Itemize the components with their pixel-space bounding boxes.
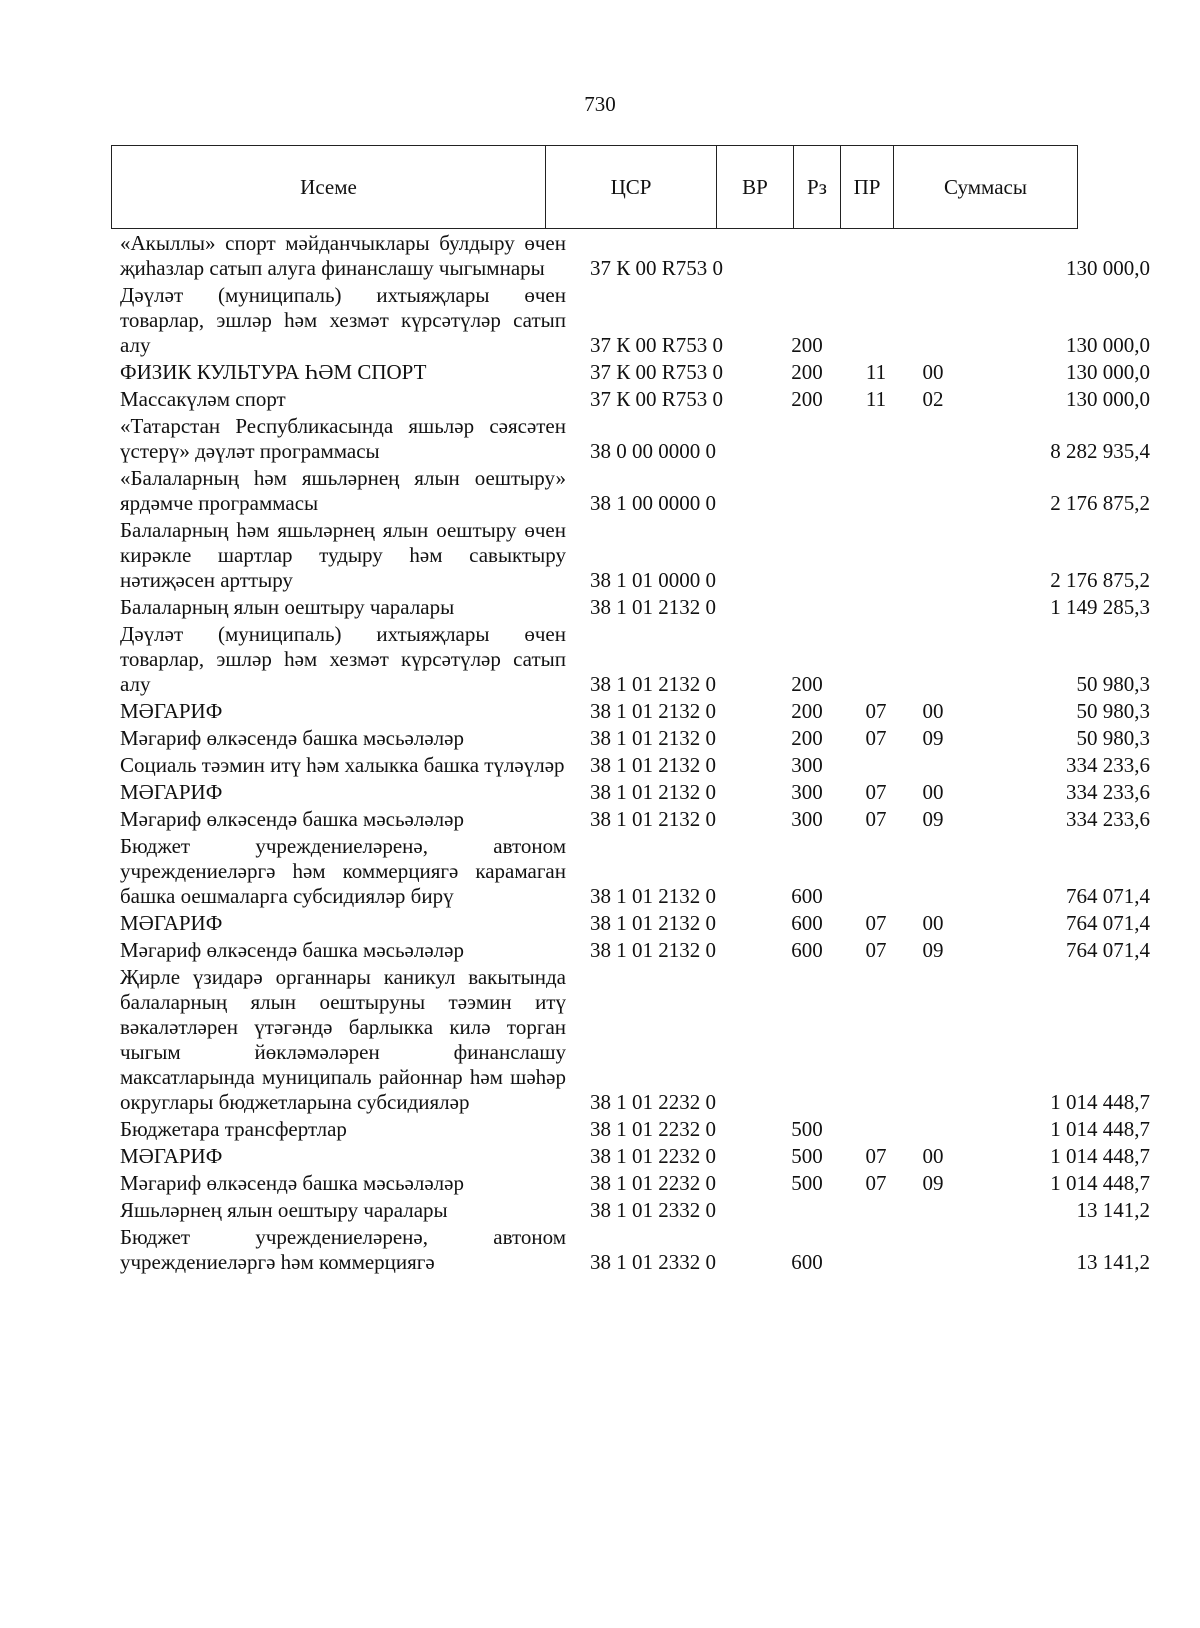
row-pr-code — [903, 517, 963, 594]
row-amount: 13 141,2 — [1076, 1198, 1150, 1222]
row-csr-code: 38 0 00 0000 0 — [590, 439, 716, 463]
row-rz-code: 07 — [865, 938, 887, 962]
row-csr-code: 38 1 01 2132 0 — [590, 911, 716, 935]
table-row — [111, 910, 1163, 937]
row-pr-code — [903, 1116, 963, 1143]
row-amount: 764 071,4 — [1066, 938, 1150, 962]
table-row — [111, 1143, 1163, 1170]
row-vr-code: 200 — [791, 726, 823, 750]
row-name: Яшьләрнең ялын оештыру чаралары — [120, 1198, 448, 1222]
row-name: МӘГАРИФ — [120, 780, 223, 804]
row-vr-code: 200 — [791, 699, 823, 723]
row-amount: 334 233,6 — [1066, 807, 1150, 831]
row-name: «Балаларның һәм яшьләрнең ялын оештыру» ярдәмче программасы — [120, 466, 566, 515]
row-name: Мәгариф өлкәсендә башка мәсьәләләр — [120, 1171, 464, 1195]
row-name: «Татарстан Республикасында яшьләр сәясәтен үстерү» дәүләт программасы — [120, 414, 566, 463]
row-csr-code: 38 1 01 2132 0 — [590, 699, 716, 723]
row-pr-code — [903, 833, 963, 910]
row-vr-code: 200 — [791, 672, 823, 696]
row-name: Балаларның һәм яшьләрнең ялын оештыру өчен кирәкле шартлар тудыру һәм савыктыру нәтиҗәсен арттыру — [120, 518, 566, 592]
row-vr-code — [765, 594, 849, 621]
row-csr-code: 38 1 01 2232 0 — [590, 1117, 716, 1141]
row-name: Җирле үзидарә органнары каникул вакытында балаларның ялын оештыруны тәэмин итү вәкаләтләрен үтәгәндә барлыкка килә торган чыгым йөкләмәләрен финанслашу максатларында муниципаль районнар һәм шәһәр округлары бюджетларына субсидияләр — [120, 965, 566, 1114]
row-vr-code: 200 — [791, 360, 823, 384]
row-csr-code: 37 К 00 R753 0 — [590, 333, 724, 357]
row-csr-code: 38 1 00 0000 0 — [590, 491, 716, 515]
table-row — [111, 465, 1163, 517]
table-body — [111, 230, 1163, 1276]
row-pr-code — [903, 621, 963, 698]
row-vr-code — [765, 230, 849, 282]
table-row — [111, 386, 1163, 413]
table-row — [111, 359, 1163, 386]
row-name: Дәүләт (муниципаль) ихтыяҗлары өчен товарлар, эшләр һәм хезмәт күрсәтүләр сатып алу — [120, 622, 566, 696]
row-pr-code: 09 — [922, 1171, 944, 1195]
row-name: Бюджет учреждениеләренә, автоном учреждениеләргә һәм коммерциягә — [120, 1225, 566, 1274]
row-vr-code — [765, 517, 849, 594]
row-csr-code: 38 1 01 2132 0 — [590, 672, 716, 696]
row-name: Мәгариф өлкәсендә башка мәсьәләләр — [120, 726, 464, 750]
row-rz-code: 11 — [865, 360, 887, 384]
row-amount: 130 000,0 — [1066, 256, 1150, 280]
column-header-sum: Суммасы — [894, 146, 1078, 229]
row-amount: 2 176 875,2 — [1050, 491, 1150, 515]
table-row — [111, 806, 1163, 833]
table-row — [111, 1224, 1163, 1276]
row-rz-code — [849, 1224, 903, 1276]
row-pr-code — [903, 594, 963, 621]
row-rz-code — [849, 465, 903, 517]
row-vr-code: 200 — [791, 387, 823, 411]
row-name: Мәгариф өлкәсендә башка мәсьәләләр — [120, 807, 464, 831]
row-amount: 8 282 935,4 — [1050, 439, 1150, 463]
row-amount: 1 149 285,3 — [1050, 595, 1150, 619]
row-pr-code — [903, 752, 963, 779]
table-row — [111, 937, 1163, 964]
row-pr-code: 02 — [922, 387, 944, 411]
row-vr-code: 600 — [791, 1250, 823, 1274]
row-pr-code: 00 — [922, 360, 944, 384]
row-rz-code: 07 — [865, 699, 887, 723]
row-rz-code: 07 — [865, 1144, 887, 1168]
row-rz-code: 07 — [865, 807, 887, 831]
row-rz-code — [849, 230, 903, 282]
row-pr-code — [903, 230, 963, 282]
row-vr-code — [765, 413, 849, 465]
row-rz-code — [849, 413, 903, 465]
row-amount: 50 980,3 — [1076, 699, 1150, 723]
table-header — [111, 145, 1078, 229]
row-vr-code: 500 — [791, 1144, 823, 1168]
row-csr-code: 38 1 01 2332 0 — [590, 1250, 716, 1274]
row-rz-code — [849, 621, 903, 698]
table-row — [111, 230, 1163, 282]
row-pr-code: 00 — [922, 780, 944, 804]
row-pr-code — [903, 964, 963, 1116]
row-csr-code: 38 1 01 2132 0 — [590, 595, 716, 619]
row-amount: 334 233,6 — [1066, 753, 1150, 777]
row-csr-code: 38 1 01 2232 0 — [590, 1171, 716, 1195]
column-header-vr: ВР — [717, 146, 794, 229]
row-amount: 130 000,0 — [1066, 333, 1150, 357]
row-amount: 764 071,4 — [1066, 911, 1150, 935]
row-csr-code: 37 К 00 R753 0 — [590, 360, 724, 384]
row-vr-code: 600 — [791, 884, 823, 908]
row-name: Дәүләт (муниципаль) ихтыяҗлары өчен товарлар, эшләр һәм хезмәт күрсәтүләр сатып алу — [120, 283, 566, 357]
row-name: МӘГАРИФ — [120, 699, 223, 723]
row-vr-code — [765, 964, 849, 1116]
row-rz-code: 07 — [865, 1171, 887, 1195]
table-row — [111, 282, 1163, 359]
column-header-csr: ЦСР — [546, 146, 717, 229]
row-csr-code: 38 1 01 0000 0 — [590, 568, 716, 592]
row-pr-code: 00 — [922, 1144, 944, 1168]
row-amount: 1 014 448,7 — [1050, 1171, 1150, 1195]
row-csr-code: 38 1 01 2132 0 — [590, 884, 716, 908]
row-amount: 2 176 875,2 — [1050, 568, 1150, 592]
row-name: Бюджет учреждениеләренә, автоном учреждениеләргә һәм коммерциягә карамаган башка оешмаларга субсидияләр бирү — [120, 834, 566, 908]
row-vr-code: 500 — [791, 1117, 823, 1141]
row-amount: 764 071,4 — [1066, 884, 1150, 908]
row-csr-code: 38 1 01 2232 0 — [590, 1090, 716, 1114]
row-amount: 130 000,0 — [1066, 387, 1150, 411]
row-rz-code — [849, 752, 903, 779]
row-pr-code: 00 — [922, 699, 944, 723]
row-rz-code — [849, 1116, 903, 1143]
row-csr-code: 38 1 01 2132 0 — [590, 726, 716, 750]
row-amount: 1 014 448,7 — [1050, 1117, 1150, 1141]
budget-table — [111, 230, 1163, 1276]
row-pr-code — [903, 282, 963, 359]
table-row — [111, 1197, 1163, 1224]
row-amount: 50 980,3 — [1076, 672, 1150, 696]
row-name: МӘГАРИФ — [120, 1144, 223, 1168]
table-row — [111, 752, 1163, 779]
row-pr-code: 09 — [922, 938, 944, 962]
row-pr-code — [903, 1197, 963, 1224]
row-pr-code: 00 — [922, 911, 944, 935]
row-vr-code: 300 — [791, 753, 823, 777]
row-amount: 1 014 448,7 — [1050, 1090, 1150, 1114]
row-name: Мәгариф өлкәсендә башка мәсьәләләр — [120, 938, 464, 962]
row-pr-code — [903, 413, 963, 465]
row-csr-code: 37 К 00 R753 0 — [590, 387, 724, 411]
table-row — [111, 833, 1163, 910]
row-amount: 130 000,0 — [1066, 360, 1150, 384]
row-csr-code: 38 1 01 2132 0 — [590, 753, 716, 777]
table-row — [111, 413, 1163, 465]
row-name: Балаларның ялын оештыру чаралары — [120, 595, 455, 619]
row-pr-code — [903, 465, 963, 517]
row-vr-code: 200 — [791, 333, 823, 357]
row-vr-code: 300 — [791, 807, 823, 831]
row-name: ФИЗИК КУЛЬТУРА ҺӘМ СПОРТ — [120, 360, 427, 384]
row-rz-code: 07 — [865, 726, 887, 750]
row-name: Бюджетара трансфертлар — [120, 1117, 347, 1141]
row-rz-code — [849, 1197, 903, 1224]
row-csr-code: 38 1 01 2132 0 — [590, 780, 716, 804]
row-amount: 50 980,3 — [1076, 726, 1150, 750]
row-amount: 334 233,6 — [1066, 780, 1150, 804]
row-csr-code: 37 К 00 R753 0 — [590, 256, 724, 280]
row-pr-code — [903, 1224, 963, 1276]
page-number: 730 — [584, 92, 616, 116]
row-vr-code: 500 — [791, 1171, 823, 1195]
column-header-pr: ПР — [841, 146, 894, 229]
row-csr-code: 38 1 01 2332 0 — [590, 1198, 716, 1222]
table-row — [111, 517, 1163, 594]
header-row — [112, 146, 1078, 229]
column-header-name: Исеме — [112, 146, 546, 229]
row-rz-code — [849, 282, 903, 359]
row-name: «Акыллы» спорт мәйданчыклары булдыру өчен җиһазлар сатып алуга финанслашу чыгымнары — [120, 231, 566, 280]
row-amount: 1 014 448,7 — [1050, 1144, 1150, 1168]
row-csr-code: 38 1 01 2132 0 — [590, 938, 716, 962]
table-row — [111, 621, 1163, 698]
row-name: Массакүләм спорт — [120, 387, 286, 411]
row-pr-code: 09 — [922, 726, 944, 750]
table-row — [111, 594, 1163, 621]
row-rz-code — [849, 594, 903, 621]
table-row — [111, 698, 1163, 725]
row-csr-code: 38 1 01 2132 0 — [590, 807, 716, 831]
row-vr-code — [765, 1197, 849, 1224]
row-name: Социаль тәэмин итү һәм халыкка башка түләүләр — [120, 753, 565, 777]
table-row — [111, 964, 1163, 1116]
row-rz-code — [849, 833, 903, 910]
column-header-rz: Рз — [794, 146, 841, 229]
row-vr-code: 600 — [791, 911, 823, 935]
row-rz-code: 07 — [865, 780, 887, 804]
table-row — [111, 725, 1163, 752]
row-vr-code: 600 — [791, 938, 823, 962]
row-csr-code: 38 1 01 2232 0 — [590, 1144, 716, 1168]
row-pr-code: 09 — [922, 807, 944, 831]
row-rz-code: 07 — [865, 911, 887, 935]
row-rz-code — [849, 964, 903, 1116]
row-amount: 13 141,2 — [1076, 1250, 1150, 1274]
row-vr-code: 300 — [791, 780, 823, 804]
row-name: МӘГАРИФ — [120, 911, 223, 935]
table-row — [111, 1170, 1163, 1197]
table-row — [111, 1116, 1163, 1143]
row-rz-code — [849, 517, 903, 594]
row-rz-code: 11 — [865, 387, 887, 411]
table-row — [111, 779, 1163, 806]
row-vr-code — [765, 465, 849, 517]
